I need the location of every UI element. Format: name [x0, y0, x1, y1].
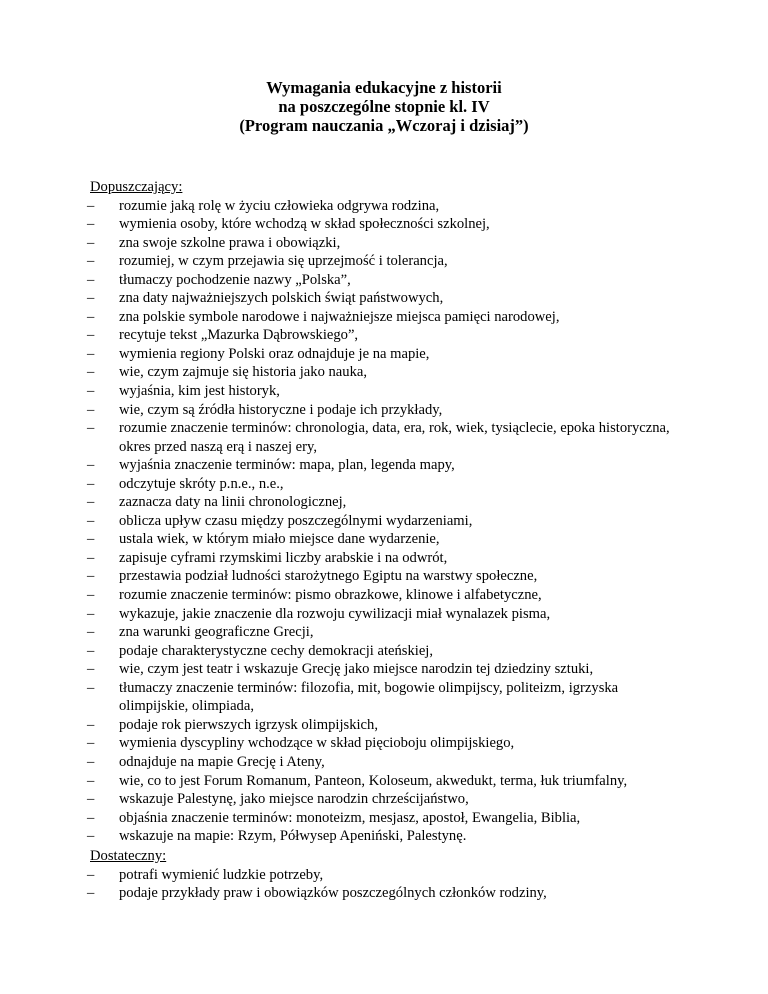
list-item	[87, 827, 690, 846]
dash-bullet: –	[87, 383, 95, 400]
dash-bullet: –	[87, 512, 95, 529]
list-item-text: podaje charakterystyczne cechy demokracji ateńskiej,	[119, 642, 434, 659]
list-item	[87, 734, 690, 753]
section-dostateczny	[87, 847, 690, 903]
document-title	[0, 78, 768, 135]
list-item-text: rozumie znaczenie terminów: pismo obrazkowe, klinowe i alfabetyczne,	[119, 587, 542, 604]
dash-bullet: –	[87, 216, 95, 233]
list-item	[87, 512, 690, 531]
dash-bullet: –	[87, 364, 95, 381]
list-item	[87, 326, 690, 345]
list-item-text: odczytuje skróty p.n.e., n.e.,	[119, 475, 284, 492]
list-item	[87, 567, 690, 586]
list-item-text: oblicza upływ czasu między poszczególnymi wydarzeniami,	[119, 512, 473, 529]
list-item-text: wskazuje Palestynę, jako miejsce narodzin chrześcijaństwo,	[119, 791, 469, 808]
list-item-text: objaśnia znaczenie terminów: monoteizm, mesjasz, apostoł, Ewangelia, Biblia,	[119, 809, 581, 826]
dash-bullet: –	[87, 791, 95, 808]
list-item-text: potrafi wymienić ludzkie potrzeby,	[119, 866, 324, 883]
dash-bullet: –	[87, 308, 95, 325]
list-item-text: przestawia podział ludności starożytnego Egiptu na warstwy społeczne,	[119, 568, 538, 585]
dash-bullet: –	[87, 568, 95, 585]
section-dopuszczajacy	[87, 178, 690, 846]
dash-bullet: –	[87, 885, 95, 902]
list-item-text: zna polskie symbole narodowe i najważniejsze miejsca pamięci narodowej,	[119, 308, 560, 325]
dash-bullet: –	[87, 866, 95, 883]
dash-bullet: –	[87, 457, 95, 474]
list-item-text: wymienia dyscypliny wchodzące w skład pięcioboju olimpijskiego,	[119, 735, 515, 752]
list-item	[87, 586, 690, 605]
requirements-list	[87, 197, 690, 846]
list-item	[87, 289, 690, 308]
list-item	[87, 363, 690, 382]
list-item	[87, 866, 690, 885]
list-item	[87, 345, 690, 364]
list-item-text: zna swoje szkolne prawa i obowiązki,	[119, 234, 341, 251]
dash-bullet: –	[87, 661, 95, 678]
list-item	[87, 623, 690, 642]
dash-bullet: –	[87, 624, 95, 641]
dash-bullet: –	[87, 642, 95, 659]
dash-bullet: –	[87, 531, 95, 548]
dash-bullet: –	[87, 420, 95, 437]
dash-bullet: –	[87, 735, 95, 752]
list-item-text: wskazuje na mapie: Rzym, Półwysep Apeniński, Palestynę.	[119, 828, 467, 845]
dash-bullet: –	[87, 290, 95, 307]
dash-bullet: –	[87, 549, 95, 566]
list-item-text: podaje przykłady praw i obowiązków poszczególnych członków rodziny,	[119, 885, 547, 902]
list-item-text: podaje rok pierwszych igrzysk olimpijskich,	[119, 716, 378, 733]
list-item-text: wie, czym są źródła historyczne i podaje ich przykłady,	[119, 401, 443, 418]
title-line: Wymagania edukacyjne z historii	[266, 78, 502, 97]
dash-bullet: –	[87, 345, 95, 362]
list-item	[87, 642, 690, 661]
dash-bullet: –	[87, 494, 95, 511]
dash-bullet: –	[87, 197, 95, 214]
list-item-text: zna daty najważniejszych polskich świąt państwowych,	[119, 290, 444, 307]
list-item	[87, 790, 690, 809]
list-item-text: zna warunki geograficzne Grecji,	[119, 624, 314, 641]
list-item	[87, 215, 690, 234]
list-item-text: ustala wiek, w którym miało miejsce dane wydarzenie,	[119, 531, 440, 548]
list-item	[87, 660, 690, 679]
list-item-text: wyjaśnia znaczenie terminów: mapa, plan, legenda mapy,	[119, 457, 455, 474]
section-heading: Dostateczny:	[90, 848, 167, 864]
dash-bullet: –	[87, 679, 95, 696]
list-item-text: rozumie jaką rolę w życiu człowieka odgrywa rodzina,	[119, 197, 440, 214]
list-item-text: wie, czym zajmuje się historia jako nauka,	[119, 364, 368, 381]
list-item-text: recytuje tekst „Mazurka Dąbrowskiego”,	[119, 327, 359, 344]
list-item	[87, 252, 690, 271]
list-item	[87, 382, 690, 401]
list-item	[87, 401, 690, 420]
list-item	[87, 234, 690, 253]
list-item-text: wie, czym jest teatr i wskazuje Grecję jako miejsce narodzin tej dziedziny sztuki,	[119, 661, 594, 678]
list-item	[87, 716, 690, 735]
title-line: na poszczególne stopnie kl. IV	[278, 97, 490, 116]
list-item	[87, 605, 690, 624]
list-item-text: odnajduje na mapie Grecję i Ateny,	[119, 753, 325, 770]
list-item-text: wymienia osoby, które wchodzą w skład społeczności szkolnej,	[119, 216, 490, 233]
list-item	[87, 679, 690, 716]
list-item	[87, 530, 690, 549]
list-item	[87, 419, 690, 456]
dash-bullet: –	[87, 809, 95, 826]
dash-bullet: –	[87, 587, 95, 604]
list-item	[87, 493, 690, 512]
list-item-text: rozumiej, w czym przejawia się uprzejmość i tolerancja,	[119, 253, 448, 270]
list-item-text: zaznacza daty na linii chronologicznej,	[119, 494, 347, 511]
list-item-text: rozumie znaczenie terminów: chronologia, data, era, rok, wiek, tysiąclecie, epoka historyczna, okres przed naszą erą i naszej ery,	[119, 420, 670, 455]
list-item	[87, 271, 690, 290]
list-item-text: zapisuje cyframi rzymskimi liczby arabskie i na odwrót,	[119, 549, 448, 566]
list-item-text: wykazuje, jakie znaczenie dla rozwoju cywilizacji miał wynalazek pisma,	[119, 605, 551, 622]
list-item	[87, 772, 690, 791]
dash-bullet: –	[87, 253, 95, 270]
dash-bullet: –	[87, 716, 95, 733]
list-item	[87, 308, 690, 327]
list-item-text: wyjaśnia, kim jest historyk,	[119, 383, 280, 400]
list-item-text: wymienia regiony Polski oraz odnajduje je na mapie,	[119, 345, 430, 362]
dash-bullet: –	[87, 772, 95, 789]
list-item-text: wie, co to jest Forum Romanum, Panteon, Koloseum, akwedukt, terma, łuk triumfalny,	[119, 772, 628, 789]
requirements-list	[87, 866, 690, 903]
dash-bullet: –	[87, 234, 95, 251]
list-item	[87, 456, 690, 475]
dash-bullet: –	[87, 401, 95, 418]
list-item	[87, 809, 690, 828]
dash-bullet: –	[87, 828, 95, 845]
dash-bullet: –	[87, 327, 95, 344]
dash-bullet: –	[87, 475, 95, 492]
dash-bullet: –	[87, 605, 95, 622]
title-line: (Program nauczania „Wczoraj i dzisiaj”)	[239, 116, 529, 135]
dash-bullet: –	[87, 753, 95, 770]
list-item-text: tłumaczy pochodzenie nazwy „Polska”,	[119, 271, 351, 288]
list-item	[87, 884, 690, 903]
list-item	[87, 475, 690, 494]
list-item	[87, 197, 690, 216]
section-heading: Dopuszczający:	[90, 179, 183, 195]
dash-bullet: –	[87, 271, 95, 288]
list-item	[87, 549, 690, 568]
list-item	[87, 753, 690, 772]
list-item-text: tłumaczy znaczenie terminów: filozofia, mit, bogowie olimpijscy, politeizm, igrzyska olimpijskie, olimpiada,	[119, 679, 619, 715]
